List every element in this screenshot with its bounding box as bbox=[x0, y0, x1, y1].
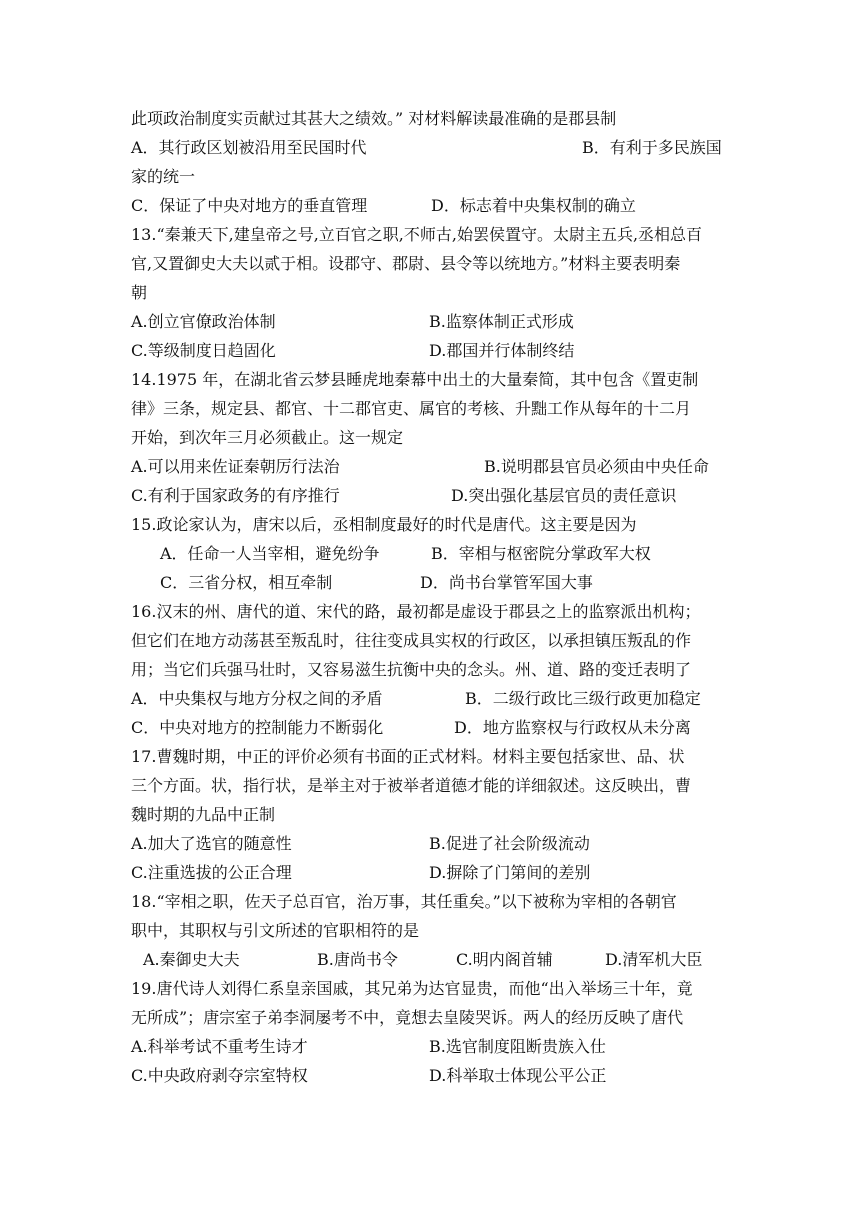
q18-option-a: A.秦御史大夫 bbox=[143, 950, 240, 969]
q17-stem-line: 17.曹魏时期，中正的评价必须有书面的正式材料。材料主要包括家世、品、状 bbox=[131, 747, 685, 766]
q13-option-c: C.等级制度日趋固化 bbox=[131, 341, 276, 360]
q15-option-c: C．三省分权，相互牵制 bbox=[160, 573, 333, 592]
q14-stem-line: 14.1975 年，在湖北省云梦县睡虎地秦幕中出土的大量秦简，其中包含《置吏制 bbox=[131, 370, 699, 389]
q18-option-b: B.唐尚书令 bbox=[317, 950, 398, 969]
q14-option-d: D.突出强化基层官员的责任意识 bbox=[451, 486, 677, 505]
q13-option-d: D.郡国并行体制终结 bbox=[429, 341, 575, 360]
q12-option-d: D．标志着中央集权制的确立 bbox=[431, 196, 636, 215]
q17-stem-line: 魏时期的九品中正制 bbox=[131, 805, 276, 824]
q19-option-b: B.选官制度阻断贵族入仕 bbox=[429, 1037, 606, 1056]
q14-option-a: A.可以用来佐证秦朝厉行法治 bbox=[131, 457, 340, 476]
q16-option-d: D．地方监察权与行政权从未分离 bbox=[454, 718, 691, 737]
q15-option-a: A．任命一人当宰相，避免纷争 bbox=[160, 544, 380, 563]
q19-option-d: D.科举取士体现公平公正 bbox=[429, 1066, 607, 1085]
q18-option-c: C.明内阁首辅 bbox=[456, 950, 553, 969]
q13-stem-line: 官,又置御史大夫以贰于相。设郡守、郡尉、县令等以统地方。”材料主要表明秦 bbox=[131, 254, 681, 273]
q12-stem-tail: 此项政治制度实贡献过其甚大之绩效。” 对材料解读最准确的是郡县制 bbox=[131, 109, 617, 128]
q16-option-b: B．二级行政比三级行政更加稳定 bbox=[465, 689, 701, 708]
q17-option-c: C.注重选拔的公正合理 bbox=[131, 863, 292, 882]
q18-stem-line: 职中，其职权与引文所述的官职相符的是 bbox=[131, 921, 420, 940]
q13-stem-line: 13.“秦兼天下,建皇帝之号,立百官之职,不师古,始罢侯置守。太尉主五兵,丞相总百 bbox=[131, 225, 703, 244]
q19-stem-line: 19.唐代诗人刘得仁系皇亲国戚，其兄弟为达官显贵，而他“出入举场三十年，竟 bbox=[131, 979, 693, 998]
q12-option-c: C．保证了中央对地方的垂直管理 bbox=[131, 196, 368, 215]
q14-option-b: B.说明郡县官员必须由中央任命 bbox=[484, 457, 709, 476]
q12-option-a: A．其行政区划被沿用至民国时代 bbox=[131, 138, 367, 157]
q16-stem-line: 用；当它们兵强马壮时，又容易滋生抗衡中央的念头。州、道、路的变迁表明了 bbox=[131, 660, 692, 679]
q17-stem-line: 三个方面。状，指行状，是举主对于被举者道德才能的详细叙述。这反映出，曹 bbox=[131, 776, 692, 795]
q16-stem-line: 但它们在地方动荡甚至叛乱时，往往变成具实权的行政区，以承担镇压叛乱的作 bbox=[131, 631, 692, 650]
q14-stem-line: 开始，到次年三月必须截止。这一规定 bbox=[131, 428, 404, 447]
q18-stem-line: 18.“宰相之职，佐天子总百官，治万事，其任重矣。”以下被称为宰相的各朝官 bbox=[131, 892, 677, 911]
q16-option-a: A．中央集权与地方分权之间的矛盾 bbox=[131, 689, 383, 708]
q17-option-a: A.加大了选官的随意性 bbox=[131, 834, 292, 853]
q15-option-d: D．尚书台掌管军国大事 bbox=[420, 573, 593, 592]
q13-option-a: A.创立官僚政治体制 bbox=[131, 312, 276, 331]
q14-option-c: C.有利于国家政务的有序推行 bbox=[131, 486, 340, 505]
q18-option-d: D.清军机大臣 bbox=[605, 950, 703, 969]
q16-stem-line: 16.汉末的州、唐代的道、宋代的路，最初都是虚设于郡县之上的监察派出机构； bbox=[131, 602, 701, 621]
q12-option-b: B．有利于多民族国 bbox=[582, 138, 722, 157]
q19-option-a: A.科举考试不重考生诗才 bbox=[131, 1037, 308, 1056]
q19-option-c: C.中央政府剥夺宗室特权 bbox=[131, 1066, 308, 1085]
q19-stem-line: 无所成”；唐宗室子弟李洞屡考不中，竟想去皇陵哭诉。两人的经历反映了唐代 bbox=[131, 1008, 684, 1027]
q17-option-d: D.摒除了门第间的差别 bbox=[429, 863, 591, 882]
q12-option-b-cont: 家的统一 bbox=[131, 167, 196, 186]
q15-option-b: B．宰相与枢密院分掌政军大权 bbox=[431, 544, 651, 563]
q15-stem-line: 15.政论家认为，唐宋以后，丞相制度最好的时代是唐代。这主要是因为 bbox=[131, 515, 637, 534]
q13-option-b: B.监察体制正式形成 bbox=[429, 312, 574, 331]
q13-stem-line: 朝 bbox=[131, 283, 148, 302]
q16-option-c: C．中央对地方的控制能力不断弱化 bbox=[131, 718, 384, 737]
q17-option-b: B.促进了社会阶级流动 bbox=[429, 834, 590, 853]
q14-stem-line: 律》三条，规定县、都官、十二郡官吏、属官的考核、升黜工作从每年的十二月 bbox=[131, 399, 692, 418]
